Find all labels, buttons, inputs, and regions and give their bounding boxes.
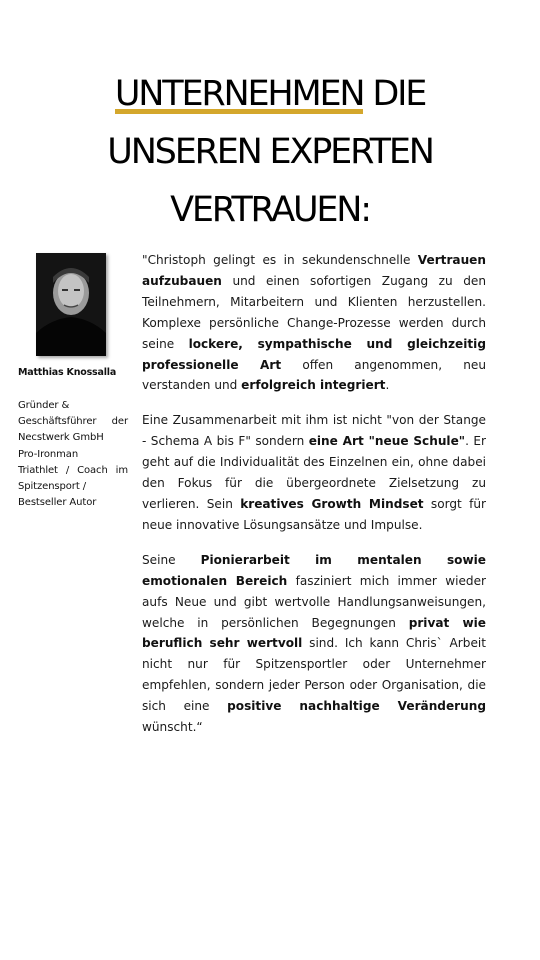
role-line: Gründer &	[18, 400, 70, 411]
quote-text: .	[385, 378, 390, 393]
quote-text: und einen sofortigen Zugang zu den Teilnehmern, Mitarbeitern und Klienten herzustellen. Komplexe persönliche Change-Prozesse werden durch seine	[142, 273, 486, 351]
role-line: Triathlet / Coach im	[18, 464, 128, 476]
quote-text: sind. Ich kann Chris` Arbeit nicht nur für Spitzensportler oder Unternehmer empfehlen, sondern jeder Person oder Organisation, die sich eine	[142, 636, 487, 714]
role-line: Geschäftsführer der	[18, 416, 128, 428]
heading-line-1	[20, 65, 520, 123]
testimonial-quote	[142, 250, 486, 752]
heading-line-2: UNSEREN EXPERTEN	[107, 132, 433, 173]
role-line: Bestseller Autor	[18, 497, 97, 509]
role-line: Pro-Ironman	[18, 448, 79, 460]
role-line: Spitzensport /	[18, 481, 86, 493]
quote-paragraph-2	[142, 410, 486, 535]
quote-bold-text: lockere, sympathische und gleichzeitig professionelle Art	[142, 336, 486, 372]
portrait-photo	[36, 253, 106, 356]
quote-bold-text: privat wie beruflich sehr wertvoll	[142, 615, 486, 651]
quote-text: "Christoph gelingt es in sekundenschnelle	[142, 253, 418, 267]
person-role	[18, 398, 128, 511]
quote-bold-text: kreatives Growth Mindset	[240, 496, 424, 511]
quote-bold-text: eine Art "neue Schule"	[308, 434, 466, 449]
quote-text: wünscht.“	[142, 720, 203, 735]
role-line: Necstwerk GmbH	[18, 432, 104, 444]
quote-text: Eine Zusammenarbeit mit ihm ist nicht "von der Stange - Schema A bis F" sondern	[142, 413, 486, 449]
quote-text: . Er geht auf die Individualität des Einzelnen ein, ohne dabei den Fokus für die übergeordnete Zielsetzung zu verlieren. Sein	[142, 434, 486, 511]
person-name: Matthias Knossalla	[18, 367, 117, 378]
quote-bold-text: Pionierarbeit im mentalen sowie emotionalen Bereich	[142, 552, 486, 588]
quote-bold-text: erfolgreich integriert	[241, 378, 386, 393]
page-heading	[20, 65, 520, 239]
quote-text: fasziniert mich immer wieder aufs Neue und gibt wertvolle Handlungsanweisungen, welche in persönlichen Begegnungen	[142, 573, 486, 630]
quote-paragraph-3	[142, 550, 486, 738]
portrait-silhouette	[36, 253, 106, 356]
quote-bold-text: Vertrauen aufzubauen	[142, 253, 486, 288]
quote-paragraph-1	[142, 250, 486, 396]
quote-text: sorgt für neue innovative Lösungsansätze und Impulse.	[142, 496, 486, 532]
quote-text: offen angenommen, neu verstanden und	[142, 357, 486, 393]
quote-bold-text: positive nachhaltige Veränderung	[227, 699, 486, 714]
heading-line-1-rest: DIE	[363, 74, 426, 115]
heading-highlight: UNTERNEHMEN	[114, 74, 364, 115]
heading-line-3: VERTRAUEN:	[170, 190, 370, 231]
quote-text: Seine	[142, 552, 201, 567]
